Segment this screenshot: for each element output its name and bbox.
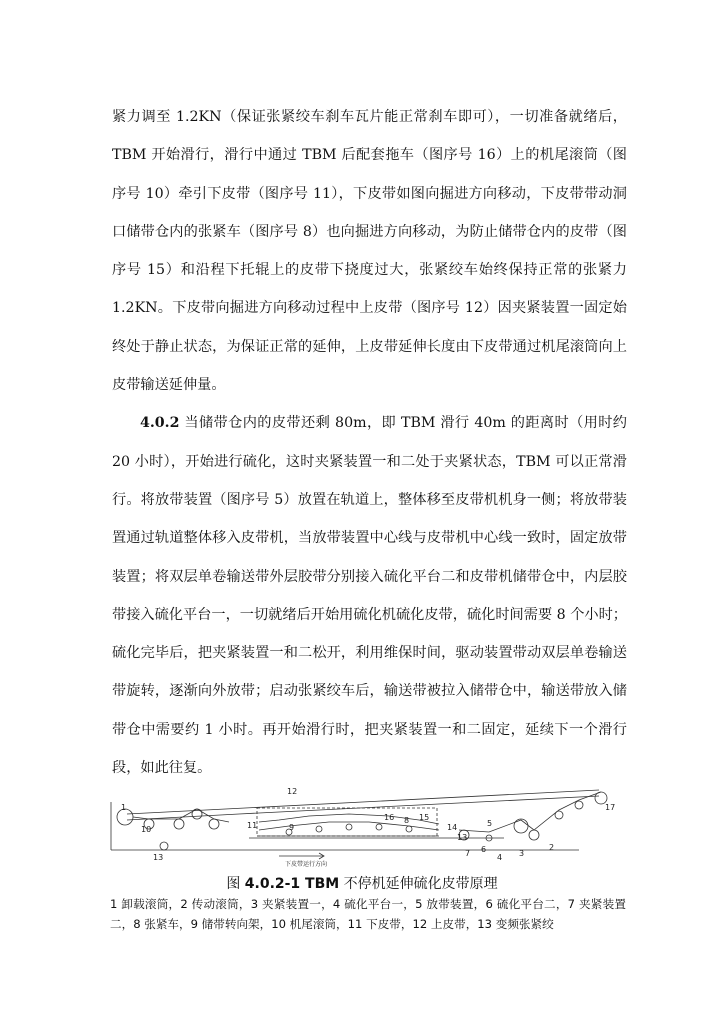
- direction-text: 下皮带运行方向: [285, 861, 328, 868]
- caption-prefix: 图: [226, 876, 245, 892]
- paragraph-4-0-2: [112, 404, 627, 787]
- label-10: 10: [141, 825, 152, 834]
- body-text: [112, 98, 627, 787]
- roller-a: [174, 819, 184, 829]
- label-12: 12: [287, 787, 298, 796]
- label-4: 4: [497, 853, 503, 862]
- section-number: 4.0.2: [140, 415, 180, 432]
- paragraph-4-0-1-continued: 紧力调至 1.2KN（保证张紧绞车刹车瓦片能正常刹车即可），一切准备就绪后，TBM 开始滑行，滑行中通过 TBM 后配套拖车（图序号 16）上的机尾滚筒（图序号 10）牵引下皮带（图序号 11），下皮带如图向掘进方向移动，下皮带带动洞口储带仓内的张紧车（图序号 8）也向掘进方向移动，为防止储带仓内的皮带（图序号 15）和沿程下托辊上的皮带下挠度过大，张紧绞车始终保持正常的张紧力 1.2KN。下皮带向掘进方向移动过程中上皮带（图序号 12）因夹紧装置一固定始终处于静止状态，为保证正常的延伸，上皮带延伸长度由下皮带通过机尾滚筒向上皮带输送延伸量。: [112, 109, 627, 394]
- figure-legend: 1 卸载滚筒，2 传动滚筒，3 夹紧装置一，4 硫化平台一，5 放带装置，6 硫化平台二，7 夹紧装置二，8 张紧车，9 储带转向架，10 机尾滚筒，11 下皮带，12 上皮带，13 变频张紧绞: [110, 897, 626, 931]
- belt-wrap-right: [459, 792, 601, 832]
- roller-x: [529, 830, 539, 840]
- caption-number: 4.0.2-1 TBM: [244, 876, 340, 892]
- paragraph-4-0-2-text: 当储带仓内的皮带还剩 80m，即 TBM 滑行 40m 的距离时（用时约 20 小时），开始进行硫化，这时夹紧装置一和二处于夹紧状态，TBM 可以正常滑行。将放带装置（图序号 5）放置在轨道上，整体移至皮带机机身一侧；将放带装置通过轨道整体移入皮带机，当放带装置中心线与皮带机中心线一致时，固定放带装置；将双层单卷输送带外层胶带分别接入硫化平台二和皮带机储带仓中，内层胶带接入硫化平台一，一切就绪后开始用硫化机硫化皮带，硫化时间需要 8 个小时；硫化完毕后，把夹紧装置一和二松开，利用维保时间，驱动装置带动双层单卷输送带旋转，逐渐向外放带；启动张紧绞车后，输送带被拉入储带仓中，输送带放入储带仓中需要约 1 小时。再开始滑行时，把夹紧装置一和二固定，延续下一个滑行段，如此往复。: [112, 415, 627, 777]
- roller-z: [575, 801, 583, 809]
- label-5: 5: [487, 819, 493, 828]
- label-17: 17: [605, 803, 616, 812]
- figure-caption: [0, 873, 724, 893]
- belt-store-curve: [259, 814, 439, 824]
- label-14: 14: [447, 823, 458, 832]
- caption-title: 不停机延伸硫化皮带原理: [339, 876, 498, 892]
- car-roll-5: [406, 826, 412, 832]
- roller-c: [209, 819, 219, 829]
- label-2: 2: [549, 843, 555, 852]
- upper-belt-line: [127, 790, 599, 814]
- label-15: 15: [419, 813, 430, 822]
- label-6: 6: [481, 845, 487, 854]
- label-13b: 13: [457, 833, 468, 842]
- upper-belt-line-2: [239, 796, 599, 814]
- wheel-13: [160, 842, 168, 850]
- label-9: 9: [289, 823, 295, 832]
- label-8: 8: [404, 816, 410, 825]
- roller-2: [514, 819, 528, 833]
- car-roll-3: [346, 824, 352, 830]
- label-16: 16: [384, 813, 395, 822]
- label-1: 1: [121, 803, 127, 812]
- car-roll-4: [376, 824, 382, 830]
- label-7: 7: [465, 849, 471, 858]
- label-11: 11: [247, 821, 258, 830]
- tbm-belt-diagram: [109, 780, 625, 872]
- car-roll-2: [316, 826, 322, 832]
- label-3: 3: [519, 849, 525, 858]
- label-13: 13: [153, 853, 164, 862]
